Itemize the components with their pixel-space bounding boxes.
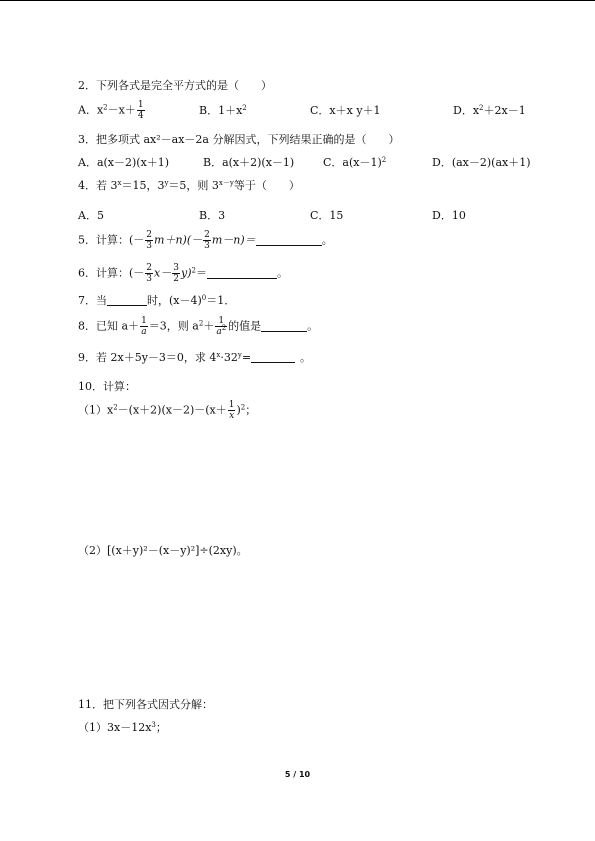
- fraction: $\frac{2}{3}$: [204, 230, 210, 251]
- q3-stem: 3．把多项式 ax²－ax－2a 分解因式，下列结果正确的是（ ）: [78, 133, 400, 146]
- q3-option-a: A．a(x－2)(x＋1): [78, 156, 170, 169]
- fraction: $\frac{1}{a}$: [141, 316, 147, 337]
- q10-stem: 10．计算：: [78, 380, 136, 393]
- q4-option-d: D．10: [432, 209, 466, 222]
- answer-blank[interactable]: [251, 352, 295, 363]
- q4-option-c: C．15: [310, 209, 344, 222]
- answer-blank[interactable]: [261, 321, 307, 332]
- q4-option-b: B．3: [199, 209, 226, 222]
- q2-option-a: A．$x^2-x+$ $\frac{1}{4}$: [78, 100, 144, 121]
- fraction: $\frac{1}{a^2}$: [216, 316, 227, 337]
- q7-line: 7．当 时，$(x-4)^0=1$．: [78, 294, 236, 307]
- q3-option-b: B．a(x＋2)(x－1): [203, 156, 295, 169]
- q10-part1: $(1)x^2-(x+2)(x-2)-(x+$ $\frac{1}{x}$ )$^2$；: [78, 400, 257, 421]
- q11-part1: $(1)3x-12x^3$；: [78, 721, 167, 734]
- q3-option-c: C．$a(x-1)^2$: [323, 156, 387, 169]
- answer-blank[interactable]: [256, 235, 322, 246]
- q11-stem: 11．把下列各式因式分解：: [78, 698, 213, 711]
- fraction: $\frac{3}{2}$: [173, 263, 179, 284]
- fraction: $\frac{1}{x}$: [228, 400, 235, 421]
- fraction: $\frac{1}{4}$: [137, 100, 144, 121]
- q4-stem: 4．若 $3^x=15$，$3^y=5$，则 $3^{x-y}$等于（ ）: [78, 179, 300, 192]
- q4-option-a: A．5: [78, 209, 104, 222]
- fraction: $\frac{2}{3}$: [146, 230, 153, 251]
- q8-line: 8．已知 a＋ $\frac{1}{a}$ ＝3，则 $a^2+$ $\frac{1}{a^2}$ 的值是 。: [78, 316, 319, 337]
- q5-line: 5．计算：(－ $\frac{2}{3}$ m＋n)(－ $\frac{2}{3}$ m－n)＝ 。: [78, 230, 333, 251]
- q2-option-c: C．x＋x y＋1: [310, 104, 381, 117]
- answer-blank[interactable]: [107, 295, 147, 306]
- q9-line: 9．若 2x＋5y－3＝0，求 $4^x\cdot 32^y=$ 。: [78, 351, 312, 364]
- page-number: 5 / 10: [284, 770, 311, 779]
- q2-option-b: B．$1+x^2$: [199, 104, 247, 117]
- q2-option-d: D．$x^2+2x-1$: [453, 104, 526, 117]
- q6-line: 6．计算：(－ $\frac{2}{3}$ x－ $\frac{3}{2}$ y)$^2$＝ 。: [78, 263, 288, 284]
- fraction: $\frac{2}{3}$: [146, 263, 153, 284]
- answer-blank[interactable]: [207, 268, 277, 279]
- q2-stem: 2．下列各式是完全平方式的是（ ）: [78, 79, 272, 92]
- q10-part2: （2）[(x＋y)²－(x－y)²]÷(2xy)。: [78, 544, 248, 557]
- q3-option-d: D．(ax－2)(ax＋1): [432, 156, 531, 169]
- top-border-line: [0, 0, 595, 1]
